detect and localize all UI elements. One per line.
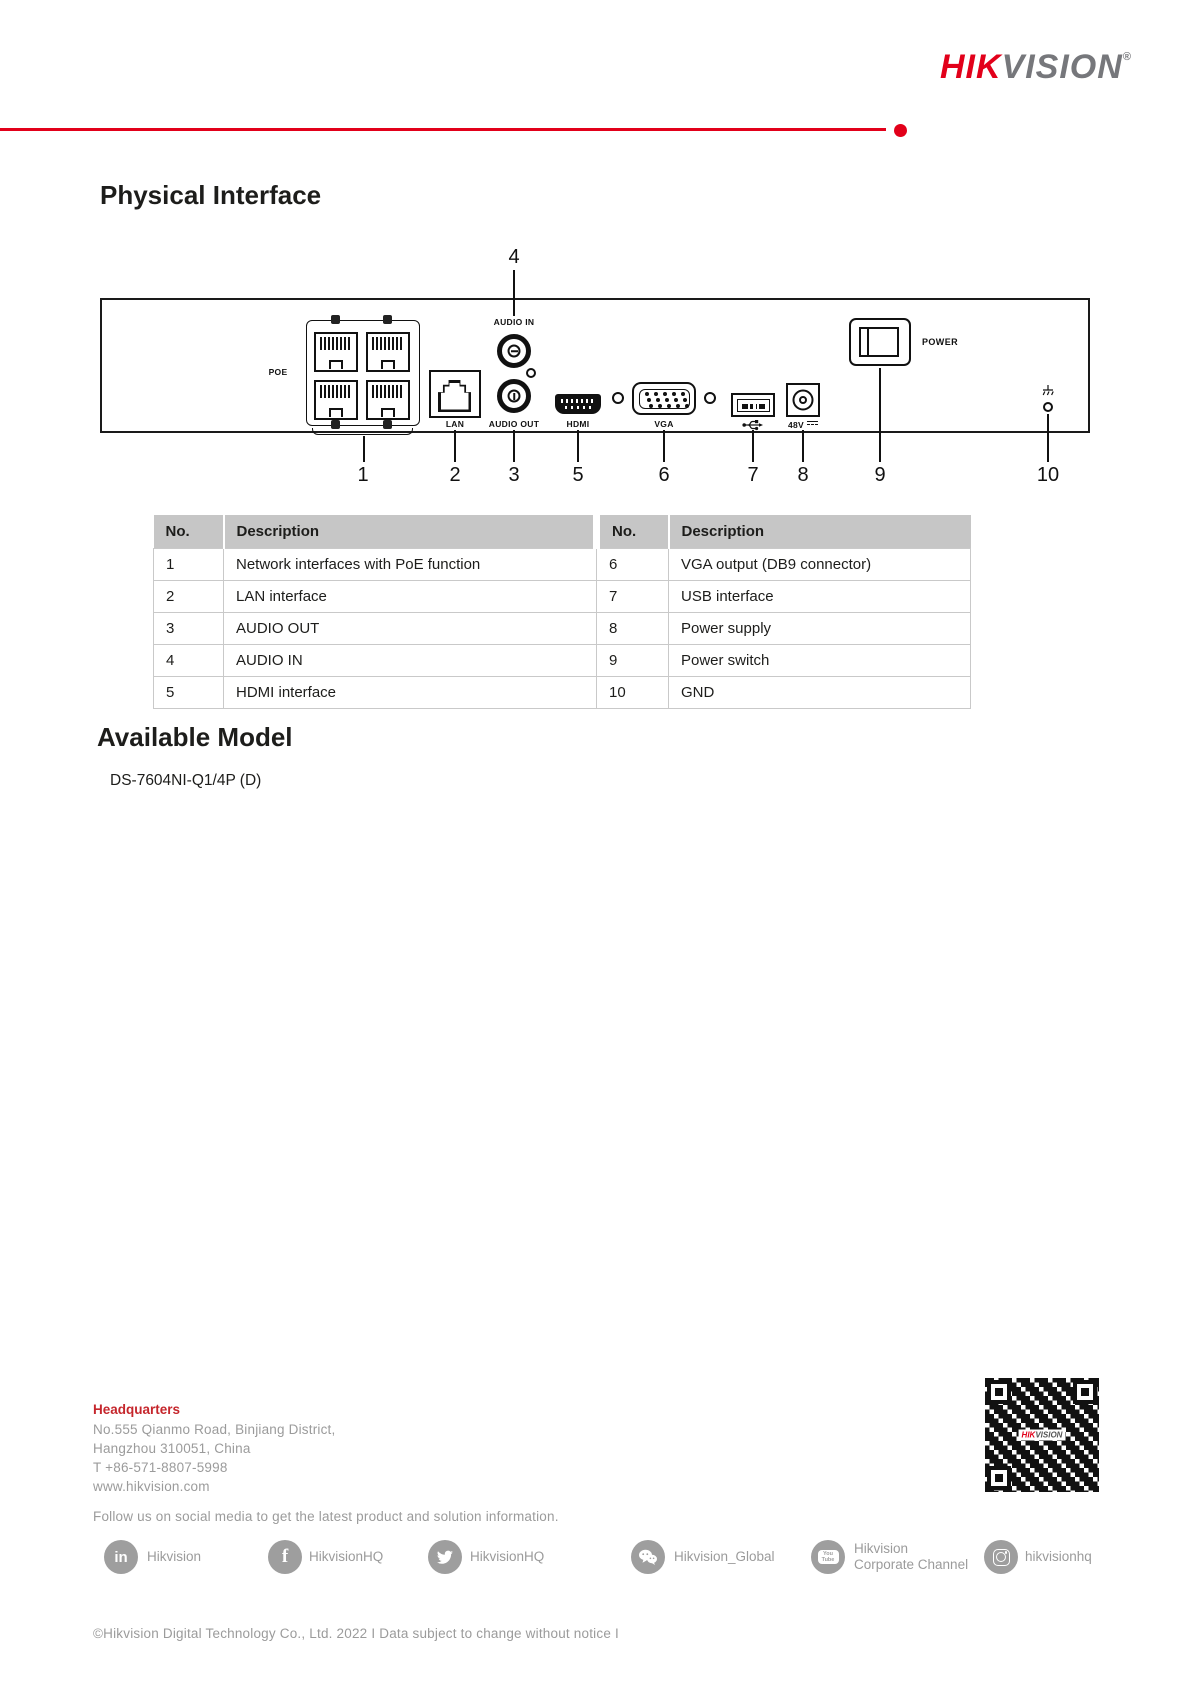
jack-center	[508, 390, 521, 403]
col-header-no-2: No.	[597, 515, 669, 548]
jack-core	[799, 396, 807, 404]
rj45-tab	[329, 408, 343, 417]
col-header-description-1: Description	[224, 515, 597, 548]
usb-contacts	[750, 404, 757, 409]
dc-symbol-icon	[807, 421, 818, 428]
address-line-2: Hangzhou 310051, China	[93, 1441, 251, 1456]
cell-no: 10	[597, 676, 669, 708]
jack-slot	[513, 393, 516, 400]
audio-in-jack	[497, 334, 531, 368]
social-handle: hikvisionhq	[1025, 1549, 1092, 1564]
table-header-row	[154, 515, 971, 548]
cell-no: 6	[597, 548, 669, 580]
callout-number-8: 8	[797, 464, 809, 486]
social-handle: HikvisionHQ	[309, 1549, 384, 1564]
rj45-pins	[320, 337, 352, 350]
cell-no: 4	[154, 644, 224, 676]
linkedin-icon	[104, 1540, 138, 1574]
callout-number-5: 5	[572, 464, 584, 486]
audio-out-jack	[497, 379, 531, 413]
cell-no: 3	[154, 612, 224, 644]
poe-label: POE	[268, 367, 288, 377]
cell-description: GND	[669, 676, 971, 708]
headquarters-title: Headquarters	[93, 1402, 181, 1417]
rj45-poe-port	[366, 332, 410, 372]
cell-no: 1	[154, 548, 224, 580]
audio-in-label: AUDIO IN	[493, 317, 535, 327]
cell-description: AUDIO IN	[224, 644, 597, 676]
poe-callout-bracket	[312, 428, 413, 435]
youtube-handle-line1: Hikvision	[854, 1541, 909, 1556]
youtube-box	[818, 1550, 839, 1564]
power-rocker-divider	[867, 327, 869, 357]
rj45-silhouette	[438, 380, 471, 412]
cell-no: 9	[597, 644, 669, 676]
qr-code	[985, 1378, 1099, 1492]
usb-tongue	[737, 399, 770, 412]
table-row	[154, 676, 971, 708]
header-rule-dot-icon	[894, 124, 907, 137]
usb-port	[731, 393, 775, 417]
social-handle: Hikvision	[147, 1549, 202, 1564]
callout-line-1	[363, 436, 365, 462]
audio-out-label: AUDIO OUT	[488, 419, 540, 429]
table-row	[154, 612, 971, 644]
qr-center-logo	[1019, 1430, 1066, 1441]
copyright-text: ©Hikvision Digital Technology Co., Ltd. 2022 I Data subject to change without notice I	[93, 1626, 619, 1641]
twitter-bird-icon	[428, 1540, 462, 1574]
wechat-icon	[631, 1540, 665, 1574]
follow-us-text: Follow us on social media to get the latest product and solution information.	[93, 1509, 559, 1524]
rj45-pins	[372, 337, 404, 350]
social-handle	[854, 1541, 968, 1573]
callout-line-6	[663, 430, 665, 462]
power-switch	[849, 318, 911, 366]
header-rule	[0, 128, 886, 131]
callout-line-8	[802, 430, 804, 462]
jack-slot	[511, 350, 518, 353]
cell-no: 7	[597, 580, 669, 612]
vga-screw	[612, 392, 624, 404]
model-number: DS-7604NI-Q1/4P (D)	[110, 772, 262, 789]
callout-number-2: 2	[449, 464, 461, 486]
callout-number-10: 10	[1036, 464, 1060, 486]
hdmi-pins	[561, 399, 595, 403]
rj45-poe-port	[314, 332, 358, 372]
lan-label: LAN	[445, 419, 465, 429]
callout-line-2	[454, 430, 456, 462]
hdmi-label: HDMI	[566, 419, 590, 429]
col-header-no-1: No.	[154, 515, 224, 548]
hdmi-port	[555, 394, 601, 414]
table-row	[154, 548, 971, 580]
facebook-icon	[268, 1540, 302, 1574]
table-row	[154, 644, 971, 676]
rj45-poe-port	[314, 380, 358, 420]
rj45-tab	[381, 360, 395, 369]
qr-logo-vision: VISION	[1035, 1430, 1063, 1440]
v48-text: 48V	[787, 420, 805, 430]
callout-line-10	[1047, 414, 1049, 462]
vga-pins	[645, 392, 649, 396]
callout-number-3: 3	[508, 464, 520, 486]
power-label: POWER	[922, 337, 959, 347]
small-screw-hole	[526, 368, 536, 378]
hikvision-logo	[940, 48, 1132, 87]
instagram-camera-glyph	[993, 1549, 1010, 1566]
cell-description: LAN interface	[224, 580, 597, 612]
website-link[interactable]: www.hikvision.com	[93, 1479, 210, 1494]
youtube-text-2: Tube	[821, 1557, 835, 1563]
callout-number-4: 4	[508, 246, 520, 268]
cell-description: Power supply	[669, 612, 971, 644]
vga-label: VGA	[654, 419, 674, 429]
qr-logo-hik: HIK	[1021, 1430, 1036, 1440]
cell-no: 5	[154, 676, 224, 708]
linkedin-glyph: in	[114, 1548, 128, 1566]
cell-no: 8	[597, 612, 669, 644]
poe-port-number-tab	[331, 315, 340, 324]
cell-no: 2	[154, 580, 224, 612]
poe-port-number-tab	[383, 315, 392, 324]
cell-description: HDMI interface	[224, 676, 597, 708]
rj45-pins	[320, 385, 352, 398]
qr-finder-pattern	[1073, 1380, 1097, 1404]
power-rocker	[859, 327, 899, 357]
rj45-poe-port	[366, 380, 410, 420]
callout-line-4	[513, 270, 515, 316]
section-title-physical-interface: Physical Interface	[100, 180, 322, 210]
youtube-icon	[811, 1540, 845, 1574]
facebook-glyph: f	[281, 1546, 289, 1567]
social-handle: Hikvision_Global	[674, 1549, 775, 1564]
cell-description: AUDIO OUT	[224, 612, 597, 644]
instagram-icon	[984, 1540, 1018, 1574]
callout-number-9: 9	[874, 464, 886, 486]
callout-line-5	[577, 430, 579, 462]
qr-finder-pattern	[987, 1466, 1011, 1490]
social-handle: HikvisionHQ	[470, 1549, 545, 1564]
rj45-pins	[372, 385, 404, 398]
jack-center	[508, 345, 521, 358]
power-input-jack	[786, 383, 820, 417]
lan-port	[429, 370, 481, 418]
cell-description: USB interface	[669, 580, 971, 612]
address-line-1: No.555 Qianmo Road, Binjiang District,	[93, 1422, 336, 1437]
rj45-tab	[329, 360, 343, 369]
logo-vision-text: VISION	[1001, 48, 1123, 86]
logo-hik-text: HIK	[940, 48, 1002, 86]
power-48v-label	[788, 420, 818, 430]
cell-description: VGA output (DB9 connector)	[669, 548, 971, 580]
callout-number-7: 7	[747, 464, 759, 486]
table-row	[154, 580, 971, 612]
phone-number: T +86-571-8807-5998	[93, 1460, 228, 1475]
ground-screw-hole	[1043, 402, 1053, 412]
cell-description: Power switch	[669, 644, 971, 676]
callout-number-6: 6	[658, 464, 670, 486]
section-title-available-model: Available Model	[97, 722, 293, 752]
cell-description: Network interfaces with PoE function	[224, 548, 597, 580]
rj45-tab	[381, 408, 395, 417]
youtube-handle-line2: Corporate Channel	[854, 1557, 969, 1572]
hdmi-pins	[565, 406, 591, 409]
youtube-text-1: You	[823, 1551, 833, 1557]
callout-line-3	[513, 430, 515, 462]
interface-table	[153, 515, 971, 709]
callout-number-1: 1	[357, 464, 369, 486]
ground-symbol-icon	[1040, 384, 1056, 403]
registered-mark-icon: ®	[1122, 51, 1132, 63]
callout-line-7	[752, 430, 754, 462]
col-header-description-2: Description	[669, 515, 971, 548]
qr-finder-pattern	[987, 1380, 1011, 1404]
callout-line-9	[879, 368, 881, 462]
rj45-silhouette-inner	[441, 383, 469, 410]
vga-port	[632, 382, 696, 415]
vga-screw	[704, 392, 716, 404]
